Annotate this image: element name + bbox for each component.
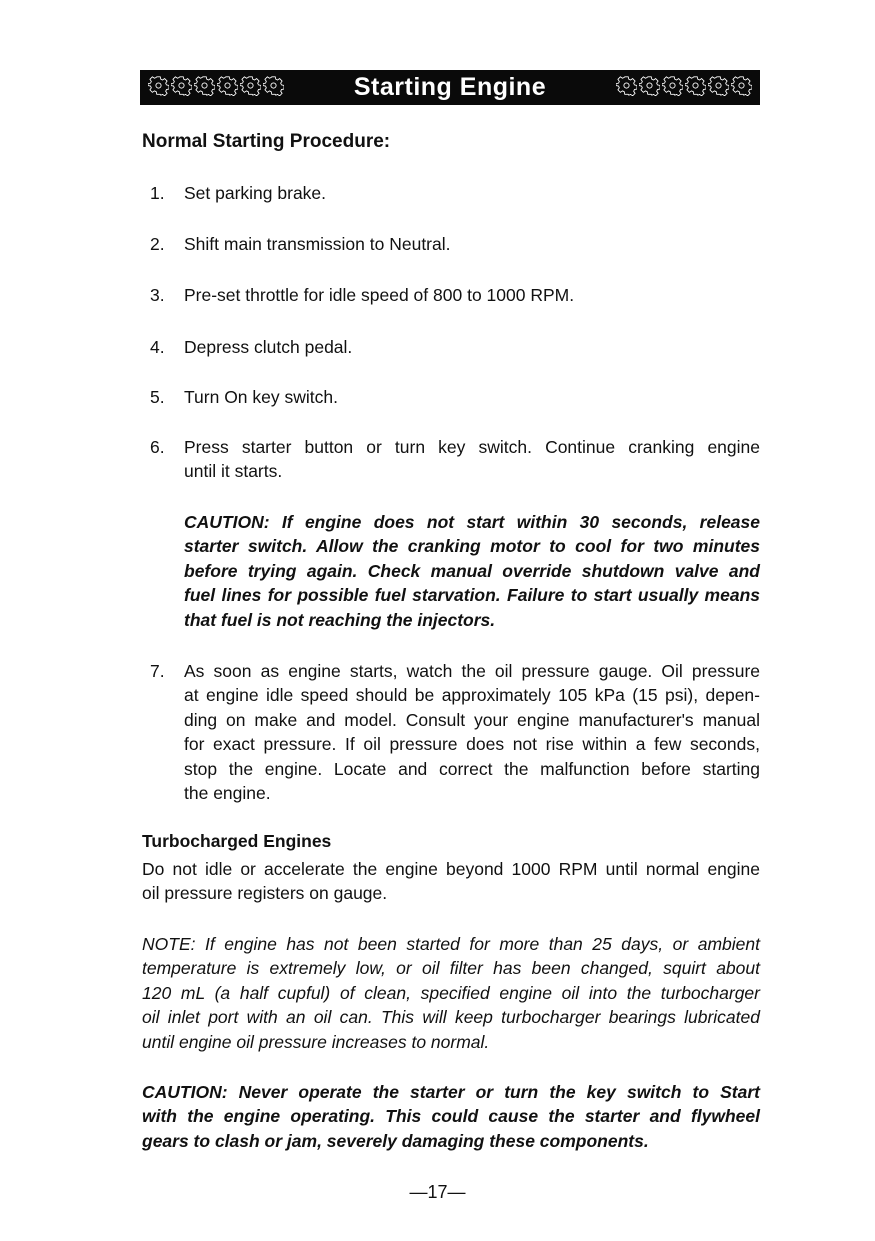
text-line: until it starts. bbox=[184, 461, 283, 482]
text-line: Do not idle or accelerate the engine beyond 1000 RPM until normal engine bbox=[142, 859, 760, 879]
text-line: ding on make and model. Consult your engine manufacturer's manual bbox=[184, 709, 760, 730]
step-text bbox=[184, 335, 760, 359]
step-text bbox=[184, 435, 760, 484]
text-line: NOTE: If engine has not been started for more than 25 days, or ambient bbox=[142, 934, 760, 954]
text-line: before trying again. Check manual override shutdown valve and bbox=[184, 560, 760, 581]
gear-icon bbox=[263, 75, 284, 101]
text-line: that fuel is not reaching the injectors. bbox=[184, 609, 496, 630]
gear-icon bbox=[217, 75, 238, 101]
text-line: with the engine operating. This could cause the starter and flywheel bbox=[142, 1106, 760, 1127]
step-text bbox=[184, 232, 760, 256]
gear-icon bbox=[731, 75, 752, 101]
gear-icon bbox=[171, 75, 192, 101]
text-line: stop the engine. Locate and correct the malfunction before starting bbox=[184, 758, 760, 779]
text-line: 120 mL (a half cupful) of clean, specified engine oil into the turbocharger bbox=[142, 982, 760, 1003]
step-number: 7. bbox=[150, 661, 165, 681]
gear-icon bbox=[616, 75, 637, 101]
caution-engine-not-start bbox=[184, 510, 760, 632]
text-line: As soon as engine starts, watch the oil pressure gauge. Oil pressure bbox=[184, 661, 760, 681]
text-line: Set parking brake. bbox=[184, 183, 327, 203]
text-line: until engine oil pressure increases to normal. bbox=[142, 1031, 490, 1052]
step-number: 4. bbox=[150, 337, 165, 357]
text-line: CAUTION: Never operate the starter or turn the key switch to Start bbox=[142, 1082, 760, 1102]
gear-row-left bbox=[148, 75, 284, 101]
page-number: —17— bbox=[409, 1182, 466, 1202]
caution-starter bbox=[142, 1080, 760, 1153]
gear-icon bbox=[240, 75, 261, 101]
step-text bbox=[184, 181, 760, 205]
gear-icon bbox=[639, 75, 660, 101]
text-line: for exact pressure. If oil pressure does not rise within a few seconds, bbox=[184, 734, 760, 755]
step-number: 2. bbox=[150, 234, 165, 254]
turbo-note bbox=[142, 932, 760, 1054]
text-line: CAUTION: If engine does not start within 30 seconds, release bbox=[184, 512, 760, 532]
text-line: temperature is extremely low, or oil filter has been changed, squirt about bbox=[142, 958, 760, 979]
gear-icon bbox=[662, 75, 683, 101]
text-line: oil pressure registers on gauge. bbox=[142, 883, 388, 904]
gear-row-right bbox=[616, 75, 752, 101]
text-line: Shift main transmission to Neutral. bbox=[184, 234, 451, 254]
text-line: at engine idle speed should be approximately 105 kPa (15 psi), depen- bbox=[184, 685, 760, 706]
text-line: fuel lines for possible fuel starvation. Failure to start usually means bbox=[184, 585, 760, 606]
text-line: Turn On key switch. bbox=[184, 387, 338, 407]
procedure-heading: Normal Starting Procedure: bbox=[142, 131, 391, 152]
text-line: Depress clutch pedal. bbox=[184, 337, 353, 357]
text-line: oil inlet port with an oil can. This will keep turbocharger bearings lubricated bbox=[142, 1007, 760, 1028]
section-header-bar bbox=[140, 70, 760, 105]
text-line: Press starter button or turn key switch. Continue cranking engine bbox=[184, 437, 760, 457]
gear-icon bbox=[708, 75, 729, 101]
gear-icon bbox=[194, 75, 215, 101]
step-text bbox=[184, 283, 760, 307]
text-line: Pre-set throttle for idle speed of 800 to 1000 RPM. bbox=[184, 285, 575, 305]
turbo-heading: Turbocharged Engines bbox=[142, 831, 332, 851]
step-number: 3. bbox=[150, 285, 165, 305]
text-line: gears to clash or jam, severely damaging these components. bbox=[142, 1130, 649, 1151]
section-header-title: Starting Engine bbox=[353, 73, 547, 101]
gear-icon bbox=[148, 75, 169, 101]
gear-icon bbox=[685, 75, 706, 101]
text-line: starter switch. Allow the cranking motor to cool for two minutes bbox=[184, 536, 760, 557]
turbo-text bbox=[142, 857, 760, 906]
text-line: the engine. bbox=[184, 783, 271, 804]
step-number: 5. bbox=[150, 387, 165, 407]
step-text bbox=[184, 385, 760, 409]
step-number: 1. bbox=[150, 183, 165, 203]
step-text bbox=[184, 659, 760, 805]
step-number: 6. bbox=[150, 437, 165, 457]
